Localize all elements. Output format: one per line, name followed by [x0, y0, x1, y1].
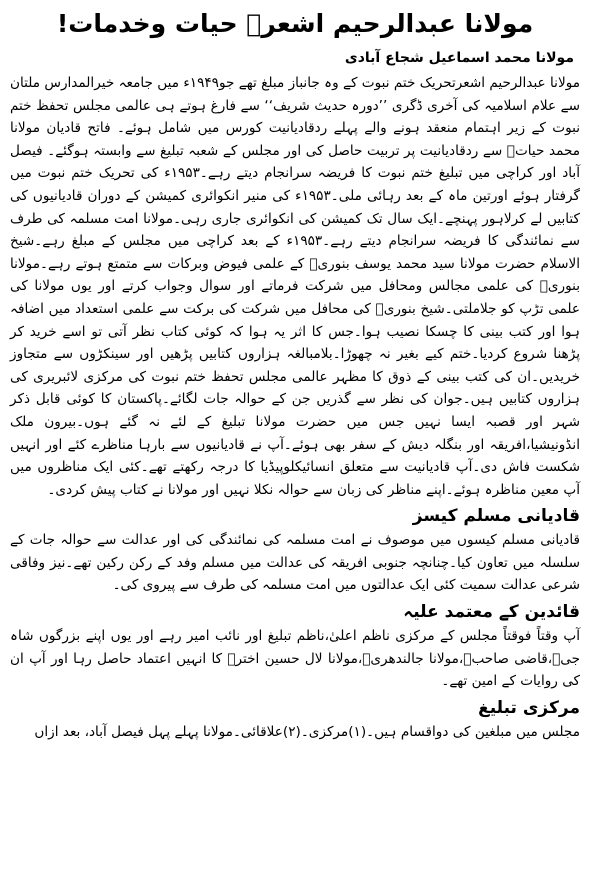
intro-paragraph: مولانا عبدالرحیم اشعرتحریک ختم نبوت کے وہ جانباز مبلغ تھے جو۱۹۴۹ء میں جامعہ خیرالمدارس ملتان سے علام اسلامیہ کی آخری ڈگری ’’دورہ حدیث شریف‘‘ سے فارغ ہوتے ہی عالمی مجلس تحفظ ختم نبوت کے زیر اہتمام منعقد ہونے والے پہلے ردقادیانیت کورس میں شامل ہوئے۔ فاتح قادیان مولانا محمد حیاتؒ سے ردقادیانیت پر تربیت حاصل کی اور مجلس کے شعبہ تبلیغ سے وابستہ ہوگئے۔ فیصل آباد اور کراچی میں تبلیغ ختم نبوت کا فریضہ سرانجام دیتے رہے۔۱۹۵۳ء کی تحریک ختم نبوت میں گرفتار ہوئے اورتین ماہ کے بعد رہائی ملی۔۱۹۵۳ء کی منیر انکوائری کمیشن کے دوران قادیانیوں کی کتابیں لے کرلاہور پہنچے۔ایک سال تک کمیشن کی انکوائری جاری رہی۔مولانا امت مسلمہ کی طرف سے نمائندگی کا فریضہ سرانجام دیتے رہے۔۱۹۵۳ء کے بعد کراچی میں مجلس کے مبلغ رہے۔شیخ الاسلام حضرت مولانا سید محمد یوسف بنوریؒ کے علمی فیوض وبرکات سے متمتع ہوتے رہے۔مولانا بنوریؒ کی علمی مجالس ومحافل میں شرکت فرماتے اور سوال وجواب کرتے اور یوں مولانا کی علمی تڑپ کو جلاملتی۔شیخ بنوریؒ کی محافل میں شرکت کی برکت سے علمی استعداد میں اضافہ ہوا اور کتب بینی کا چسکا نصیب ہوا۔جس کا اثر یہ ہوا کہ کوئی کتاب نظر آتی تو اسے خرید کر پڑھنا شروع کردیا۔ختم کیے بغیر نہ چھوڑا۔بلامبالغہ ہزاروں کتابیں پڑھیں اور سینکڑوں سے متجاوز خریدیں۔ان کی کتب بینی کے ذوق کا مظہر عالمی مجلس تحفظ ختم نبوت کی مرکزی لائبریری کی ہزاروں کتابیں ہیں۔جوان کی نظر سے گذریں جن کے حوالہ جات لگائے۔پاکستان کا کوئی قابل ذکر شہر اور قصبہ ایسا نہیں جس میں حضرت مولانا تبلیغ کے لئے نہ گئے ہوں۔بیرون ملک انڈونیشیا،افریقہ اور بنگلہ دیش کے سفر بھی ہوئے۔آپ نے قادیانیوں سے بارہا مناظرے کئے اور انہیں شکست فاش دی۔آپ قادیانیت سے متعلق انسائیکلوپیڈیا کا درجہ رکھتے تھے۔کئی ایک مناظروں میں آپ معین مناظرہ ہوئے۔اپنے مناظر کی زبان سے حوالہ نکلا نہیں اور مولانا نے کتاب پیش کردی۔: [10, 75, 581, 498]
section-heading-central-preaching: مرکزی تبلیغ: [478, 697, 580, 718]
section-paragraph-muslim-cases: قادیانی مسلم کیسوں میں موصوف نے امت مسلمہ کی نمائندگی کی اور عدالت سے حوالہ جات کے سلسلہ میں تعاون کیا۔چنانچہ جنوبی افریقہ کی عدالت میں مسلم وفد کے رکن رکین تھے۔نیز وفاقی شرعی عدالت سمیت کئی ایک عدالتوں میں امت مسلمہ کی طرف سے پیروی کی۔: [10, 532, 580, 594]
section-paragraph-central-preaching: مجلس میں مبلغین کی دواقسام ہیں۔(۱)مرکزی۔(۲)علاقائی۔مولانا پہلے پہل فیصل آباد، بعد ازاں: [34, 723, 580, 740]
section-heading-trusted-by-leaders: قائدین کے معتمد علیہ: [403, 602, 580, 623]
author-byline: مولانا محمد اسماعیل شجاع آبادی: [344, 50, 574, 66]
section-paragraph-trusted-by-leaders: آپ وقتاً فوقتاً مجلس کے مرکزی ناظم اعلیٰ،ناظم تبلیغ اور نائب امیر رہے اور یوں اپنے بزرگوں شاہ جیؒ،قاضی صاحبؒ،مولانا جالندھریؒ،مولانا لال حسین اخترؒ کا انہیں اعتماد حاصل رہا اور آپ ان کی روایات کے امین تھے۔: [10, 628, 580, 690]
article-title: مولانا عبدالرحیم اشعرؒ حیات وخدمات!: [56, 9, 534, 38]
section-heading-muslim-cases: قادیانی مسلم کیسز: [412, 506, 580, 527]
